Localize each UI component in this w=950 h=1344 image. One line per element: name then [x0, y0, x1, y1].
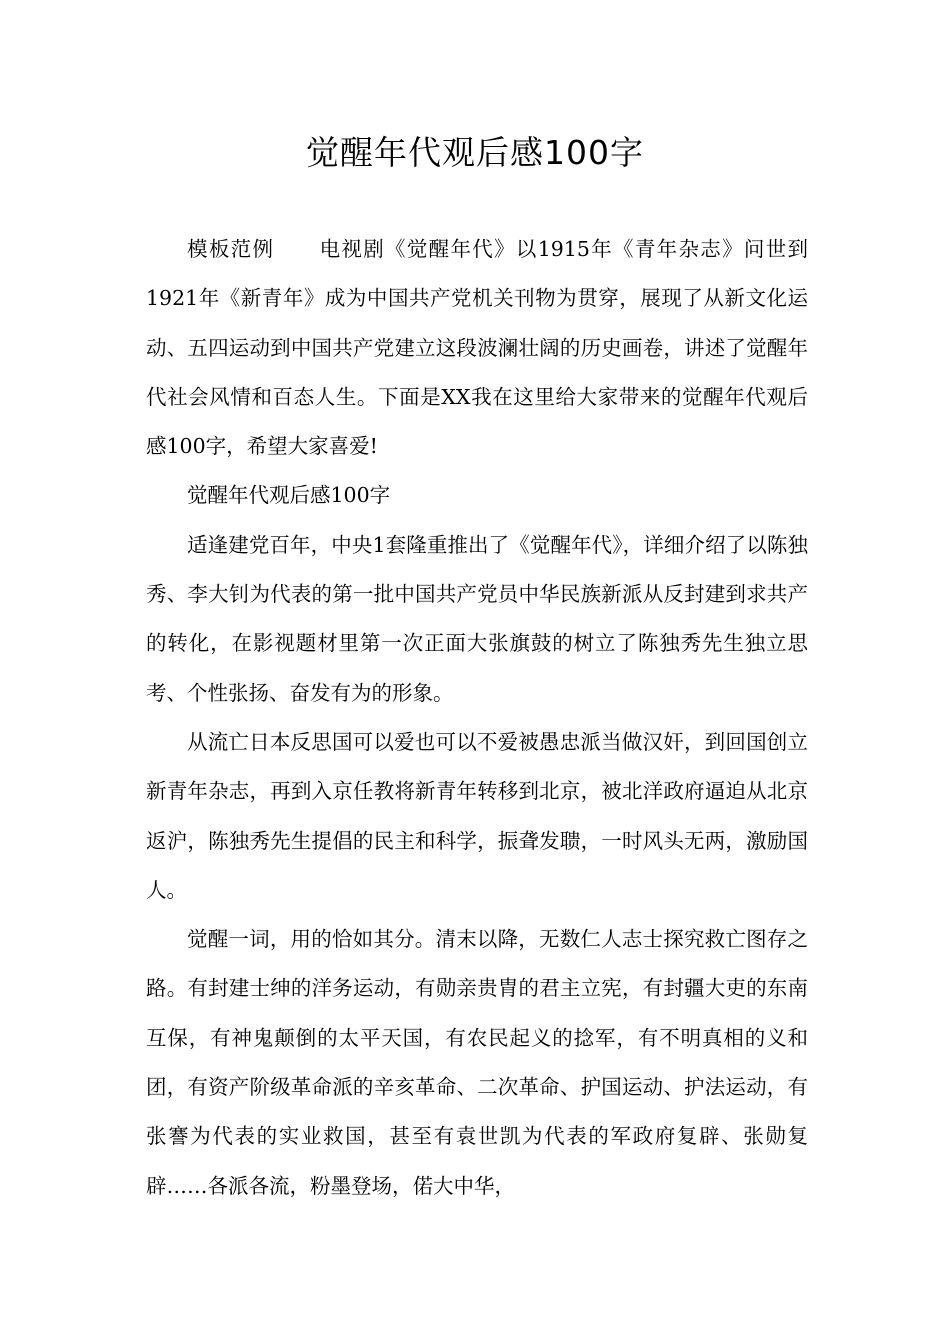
intro-text: 电视剧《觉醒年代》以1915年《青年杂志》问世到1921年《新青年》成为中国共产党机关刊物为贯穿，展现了从新文化运动、五四运动到中国共产党建立这段波澜壮阔的历史画卷，讲述了觉醒年代社会风情和百态人生。下面是XX我在这里给大家带来的觉醒年代观后感100字，希望大家喜爱! [146, 237, 809, 459]
section-subtitle: 觉醒年代观后感100字 [187, 483, 391, 508]
intro-label: 模板范例 [187, 237, 275, 261]
body-paragraph-1: 适逢建党百年，中央1套隆重推出了《觉醒年代》，详细介绍了以陈独秀、李大钊为代表的第一批中国共产党员中华民族新派从反封建到求共产的转化，在影视题材里第一次正面大张旗鼓的树立了陈独秀先生独立思考、个性张扬、奋发有为的形象。 [146, 532, 808, 705]
document-body [146, 225, 808, 1211]
body-paragraph-3: 觉醒一词，用的恰如其分。清末以降，无数仁人志士探究救亡图存之路。有封建士绅的洋务运动，有勋亲贵胄的君主立宪，有封疆大吏的东南互保，有神鬼颠倒的太平天国，有农民起义的捻军，有不明真相的义和团，有资产阶级革命派的辛亥革命、二次革命、护国运动、护法运动，有张謇为代表的实业救国，甚至有袁世凯为代表的军政府复辟、张勋复辟……各派各流，粉墨登场，偌大中华， [146, 927, 808, 1198]
body-paragraph-2: 从流亡日本反思国可以爱也可以不爱被愚忠派当做汉奸，到回国创立新青年杂志，再到入京任教将新青年转移到北京，被北洋政府逼迫从北京返沪，陈独秀先生提倡的民主和科学，振聋发聩，一时风头无两，激励国人。 [146, 729, 808, 902]
intro-paragraph [146, 225, 808, 471]
document-title: 觉醒年代观后感100字 [306, 133, 644, 172]
